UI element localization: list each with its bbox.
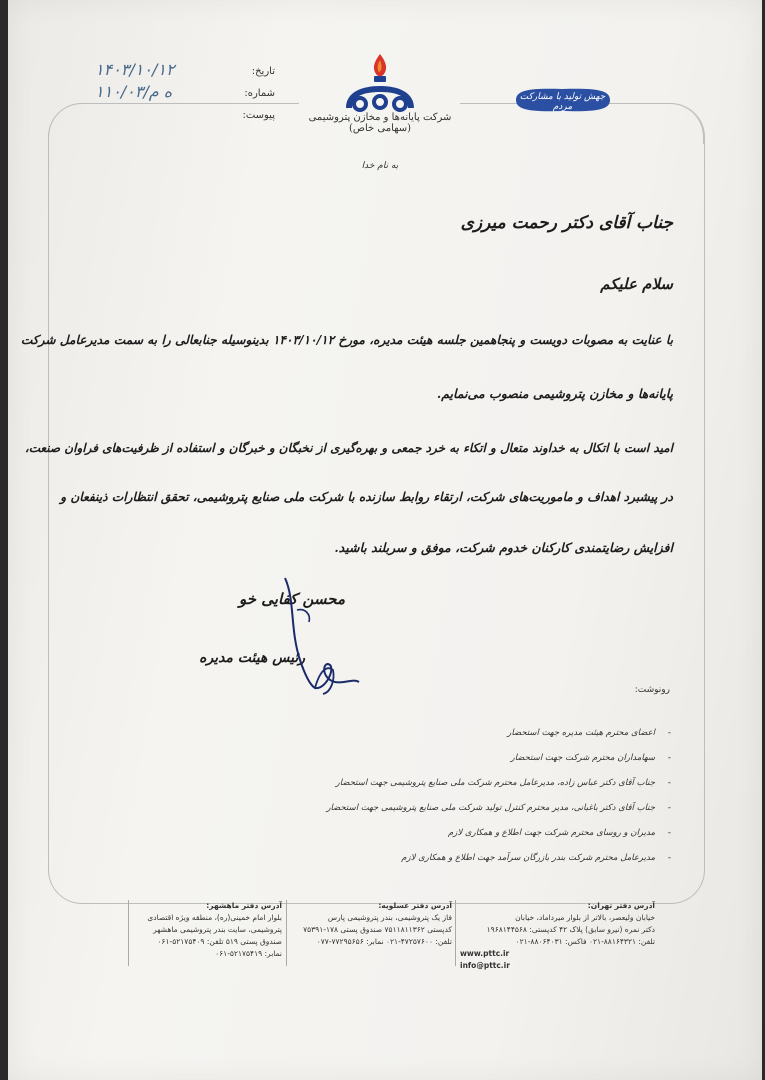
bismillah: به نام خدا (361, 161, 399, 171)
tehran-line: تلفن: ۸۸۱۶۴۳۲۱-۰۲۱ فاکس: ۸۸۰۶۴۰۳۱-۰۲۱ (515, 937, 655, 946)
paragraph-1-line-1: با عنایت به مصوبات دویست و پنجاهمین جلسه هیئت مدیره، مورخ ۱۴۰۳/۱۰/۱۲ بدینوسیله جنابعالی را به سمت مدیرعامل شرکت (20, 333, 673, 347)
number-value: ۱۱۰/۰۳/ه م (95, 82, 173, 101)
website-link[interactable]: www.pttc.ir (460, 949, 510, 958)
cc-item: جناب آقای دکتر باغبانی، مدیر محترم کنترل تولید شرکت ملی صنایع پتروشیمی جهت استحضار (326, 803, 655, 813)
paragraph-1-line-2: پایانه‌ها و مخازن پتروشیمی منصوب می‌نمایم. (436, 386, 673, 401)
cc-bullet: - (667, 753, 671, 763)
cc-bullet: - (667, 828, 671, 838)
email-link[interactable]: info@pttc.ir (460, 961, 510, 970)
campaign-text: جهش تولید با مشارکت مردم (519, 92, 606, 112)
mahshahr-line: پتروشیمی، سایت بندر پتروشیمی ماهشهر (153, 925, 282, 934)
signer-title: رئیس هیئت مدیره (199, 650, 305, 666)
number-label: شماره: (244, 88, 275, 99)
footer-divider (455, 900, 456, 966)
footer-assaluyeh (292, 900, 452, 948)
paragraph-2-line-3: افزایش رضایتمندی کارکنان خدوم شرکت، موفق و سربلند باشید. (334, 540, 673, 555)
signer-name: محسن کفایی خو (239, 590, 345, 608)
attachment-label: پیوست: (242, 110, 275, 121)
mahshahr-line: نمابر: ۵۲۱۷۵۴۱۹-۰۶۱ (215, 949, 282, 958)
footer-tehran (460, 900, 655, 972)
cc-item: سهامداران محترم شرکت جهت استحضار (510, 753, 655, 763)
company-name: شرکت پایانه‌ها و مخازن پتروشیمی (سهامی خاص) (308, 112, 452, 134)
cc-item: مدیران و روسای محترم شرکت جهت اطلاع و همکاری لازم (448, 828, 655, 838)
cc-item: اعضای محترم هیئت مدیره جهت استحضار (507, 728, 655, 738)
assaluyeh-line: کدپستی ۷۵۱۱۸۱۱۳۶۲ صندوق پستی ۱۷۸-۷۵۳۹۱ (303, 925, 452, 934)
date-value: ۱۴۰۳/۱۰/۱۲ (95, 60, 175, 79)
cc-bullet: - (667, 778, 671, 788)
tehran-title: آدرس دفتر تهران: (587, 901, 655, 910)
assaluyeh-title: آدرس دفتر عسلویه: (378, 901, 452, 910)
cc-bullet: - (667, 803, 671, 813)
handwritten-signature (275, 570, 365, 710)
cc-item: مدیرعامل محترم شرکت بندر بازرگان سرآمد جهت اطلاع و همکاری لازم (401, 853, 655, 863)
tehran-line: دکتر نمره (نیرو سابق) پلاک ۴۲ کدپستی: ۱۹۶۸۱۴۴۵۶۸ (486, 925, 655, 934)
greeting: سلام علیکم (600, 275, 673, 293)
tehran-line: خیابان ولیعصر، بالاتر از بلوار میرداماد، خیابان (515, 913, 655, 922)
cc-bullet: - (667, 728, 671, 738)
paragraph-2-line-2: در پیشبرد اهداف و ماموریت‌های شرکت، ارتقاء روابط سازنده با شرکت ملی صنایع پتروشیمی، تحقق انتظارات ذینفعان و (60, 490, 673, 504)
mahshahr-line: صندوق پستی ۵۱۹ تلفن: ۵۲۱۷۵۴۰۹-۰۶۱ (157, 937, 282, 946)
recipient: جناب آقای دکتر رحمت میرزی (460, 213, 673, 233)
cc-item: جناب آقای دکتر عباس زاده، مدیرعامل محترم شرکت ملی صنایع پتروشیمی جهت استحضار (335, 778, 655, 788)
footer-divider (286, 900, 287, 966)
mahshahr-title: آدرس دفتر ماهشهر: (206, 901, 282, 910)
paragraph-2-line-1: امید است با اتکال به خداوند متعال و اتکاء به خرد جمعی و بهره‌گیری از نخبگان و خبرگان و استفاده از ظرفیت‌های فراوان صنعت، (24, 441, 673, 455)
footer-divider (128, 900, 129, 966)
assaluyeh-line: تلفن: ۴۷۲۵۷۶۰۰-۰۲۱ نمابر: ۷۷۲۹۵۶۵۶-۰۷۷ (316, 937, 452, 946)
date-label: تاریخ: (251, 66, 275, 77)
mahshahr-line: بلوار امام خمینی(ره)، منطقه ویژه اقتصادی (147, 913, 282, 922)
cc-title: رونوشت: (634, 685, 670, 695)
assaluyeh-line: فاز یک پتروشیمی، بندر پتروشیمی پارس (327, 913, 452, 922)
footer-mahshahr (130, 900, 282, 960)
cc-bullet: - (667, 853, 671, 863)
